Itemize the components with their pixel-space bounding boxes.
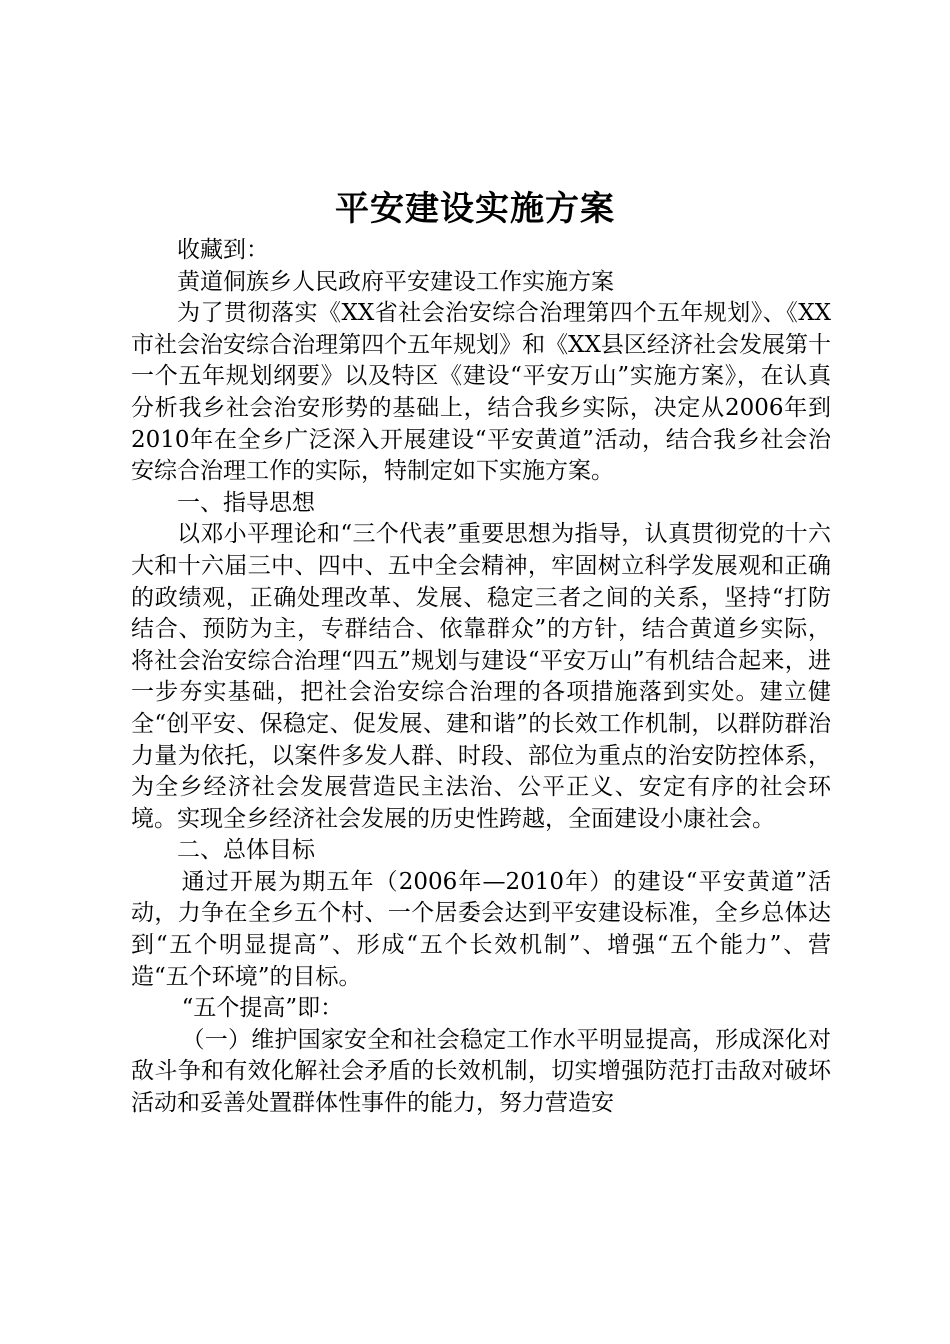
paragraph-intro: 为了贯彻落实《XX省社会治安综合治理第四个五年规划》、《XX市社会治安综合治理第四个五年规划》和《XX县区经济社会发展第十一个五年规划纲要》以及特区《建设“平安万山”实施方案》，在认真分析我乡社会治安形势的基础上，结合我乡实际，决定从2006年到2010年在全乡广泛深入开展建设“平安黄道”活动，结合我乡社会治安综合治理工作的实际，特制定如下实施方案。 (131, 300, 831, 485)
heading-overall-goal: 二、总体目标 (177, 837, 315, 864)
paragraph-collect: 收藏到： (177, 237, 269, 263)
document-title: 平安建设实施方案 (335, 189, 615, 229)
document-body (131, 235, 831, 1120)
heading-five-improvements: “五个提高”即： (181, 995, 344, 1022)
paragraph-item-one: （一）维护国家安全和社会稳定工作水平明显提高，形成深化对敌斗争和有效化解社会矛盾的长效机制，切实增强防范打击敌对破坏活动和妥善处置群体性事件的能力，努力营造安 (131, 1026, 831, 1117)
paragraph-overall-goal: 通过开展为期五年（2006年—2010年）的建设“平安黄道”活动，力争在全乡五个村、一个居委会达到平安建设标准，全乡总体达到“五个明显提高”、形成“五个长效机制”、增强“五个能力”、营造“五个环境”的目标。 (131, 868, 831, 990)
heading-guiding-thought: 一、指导思想 (177, 489, 315, 516)
paragraph-guiding-thought: 以邓小平理论和“三个代表”重要思想为指导，认真贯彻党的十六大和十六届三中、四中、五中全会精神，牢固树立科学发展观和正确的政绩观，正确处理改革、发展、稳定三者之间的关系，坚持“打防结合、预防为主，专群结合、依靠群众”的方针，结合黄道乡实际，将社会治安综合治理“四五”规划与建设“平安万山”有机结合起来，进一步夯实基础，把社会治安综合治理的各项措施落到实处。建立健全“创平安、保稳定、促发展、建和谐”的长效工作机制，以群防群治力量为依托，以案件多发人群、时段、部位为重点的治安防控体系，为全乡经济社会发展营造民主法治、公平正义、安定有序的社会环境。实现全乡经济社会发展的历史性跨越，全面建设小康社会。 (131, 521, 831, 832)
paragraph-subtitle: 黄道侗族乡人民政府平安建设工作实施方案 (177, 268, 614, 295)
